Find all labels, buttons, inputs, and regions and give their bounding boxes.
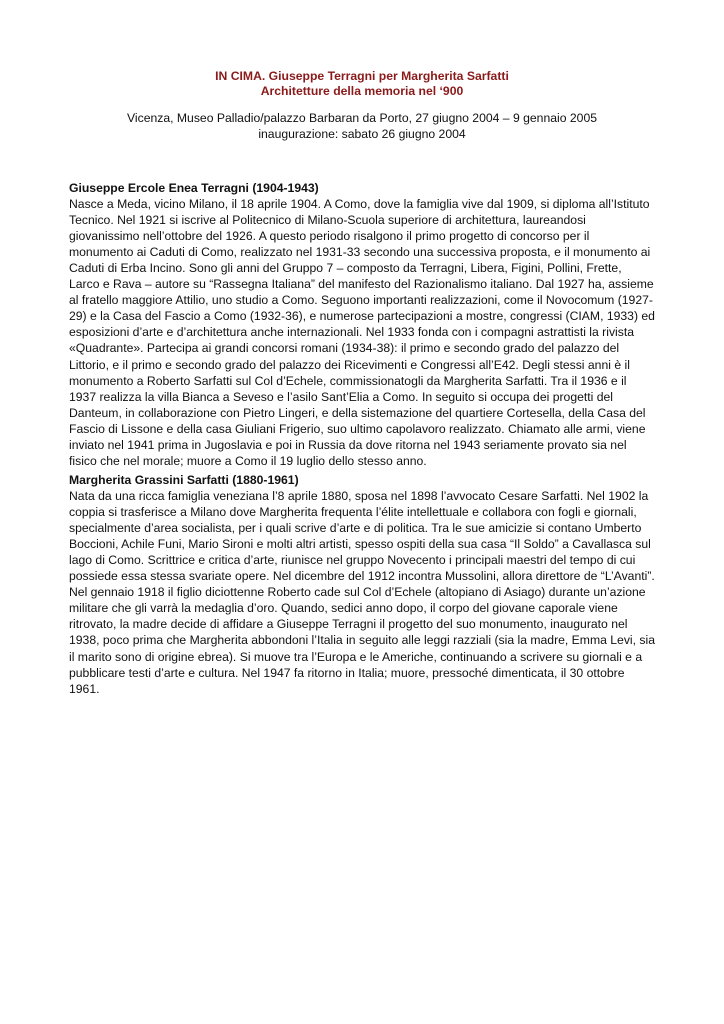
biography-heading: Giuseppe Ercole Enea Terragni (1904-1943)	[69, 181, 319, 195]
event-info	[0, 111, 724, 142]
biography-terragni	[69, 180, 659, 469]
biography-text-line: pubblicare testi d’arte e cultura. Nel 1947 fa ritorno in Italia; muore, pressoché dimenticata, il 30 ottobre	[69, 665, 625, 680]
biography-text-line: Tecnico. Nel 1921 si iscrive al Politecnico di Milano-Scuola superiore di architettura, laureandosi	[69, 213, 586, 228]
biography-text-line: 29) e la Casa del Fascio a Como (1932-36), e numerose partecipazioni a mostre, congressi (CIAM, 1933) ed	[69, 309, 655, 324]
biography-text-line: militare che gli varrà la medaglia d’oro. Quando, sedici anno dopo, il corpo del giovane caporale viene	[69, 601, 618, 616]
biography-text-line: inviato nel 1941 prima in Jugoslavia e poi in Russia da dove ritorna nel 1943 seriamente provato sia nel	[69, 437, 627, 452]
biography-text-line: Nel gennaio 1918 il figlio diciottenne Roberto cade sul Col d’Echele (altopiano di Asiago) durante un’azione	[69, 585, 646, 600]
venue-dates: Vicenza, Museo Palladio/palazzo Barbaran da Porto, 27 giugno 2004 – 9 gennaio 2005	[126, 111, 598, 125]
biography-text-line: Fascio di Lissone e della casa Giuliani Frigerio, suo ultimo capolavoro realizzato. Chiamato alle armi, viene	[69, 421, 646, 436]
biography-text-line: Caduti di Erba Incino. Sono gli anni del Gruppo 7 – composto da Terragni, Libera, Figini, Pollini, Frette,	[69, 261, 622, 276]
biography-text-line: ritrovato, la madre decide di affidare a Giuseppe Terragni il progetto del suo monumento, inaugurato nel	[69, 617, 628, 632]
biography-text-line: Larco e Rava – autore su “Rassegna Italiana” del manifesto del Razionalismo italiano. Dal 1927 ha, assieme	[69, 277, 654, 292]
biography-text-line: 1938, poco prima che Margherita abbondoni l’Italia in seguito alle leggi razziali (sia la madre, Emma Levi, sia	[69, 633, 655, 648]
biography-text-line: Littorio, e il primo e secondo grado del palazzo dei Ricevimenti e Congressi all’E42. Degli stessi anni è il	[69, 357, 630, 372]
biography-text-line: monumento a Roberto Sarfatti sul Col d’Echele, commissionatogli da Margherita Sarfatti. Tra il 1936 e il	[69, 373, 627, 388]
biography-text-line: Nata da una ricca famiglia veneziana l’8 aprile 1880, sposa nel 1898 l’avvocato Cesare Sarfatti. Nel 1902 la	[69, 489, 649, 504]
biography-text-line: 1937 realizza la villa Bianca a Seveso e l’asilo Sant’Elia a Como. In seguito si occupa dei progetti del	[69, 389, 614, 404]
biography-heading: Margherita Grassini Sarfatti (1880-1961)	[69, 473, 299, 487]
biography-text-line: fisico che nel morale; muore a Como il 19 luglio dello stesso anno.	[69, 453, 427, 468]
biography-text-line: il marito sono di origine ebrea). Si muove tra l’Europa e le Americhe, continuando a scrivere su giornali e a	[69, 649, 643, 664]
biography-text-line: giovanissimo nell’ottobre del 1926. A questo periodo risalgono il primo progetto di concorso per il	[69, 229, 590, 244]
biography-text-line: Nasce a Meda, vicino Milano, il 18 aprile 1904. A Como, dove la famiglia vive dal 1909, si diploma all’Istituto	[69, 197, 650, 212]
biography-text-line: lago di Como. Scrittrice e critica d’arte, riunisce nel gruppo Novecento i principali maestri del tempo di cui	[69, 553, 636, 568]
biography-text-line: esposizioni d’arte e d’architettura anche internazionali. Nel 1933 fonda con i compagni astrattisti la rivista	[69, 325, 634, 340]
biography-text-line: coppia si trasferisce a Milano dove Margherita frequenta l’élite intellettuale e collabora con fogli e giornali,	[69, 505, 637, 520]
biography-text-line: monumento ai Caduti di Como, realizzato nel 1931-33 secondo una successiva proposta, e il monumento ai	[69, 245, 651, 260]
exhibition-title	[0, 69, 724, 99]
title-line: IN CIMA. Giuseppe Terragni per Margherita Sarfatti	[215, 69, 509, 83]
biography-text-line: Boccioni, Achile Funi, Mario Sironi e molti altri artisti, spesso ospiti della sua casa “Il Soldo” a Cavallasca sul	[69, 537, 651, 552]
biography-sarfatti	[69, 472, 659, 697]
biography-text-line: al fratello maggiore Attilio, uno studio a Como. Seguono importanti realizzazioni, come il Novocomum (1927-	[69, 293, 653, 308]
biography-text-line: Danteum, in collaborazione con Pietro Lingeri, e della sistemazione del quartiere Cortesella, della Casa del	[69, 405, 646, 420]
biography-text-line: possiede essa stessa svariate opere. Nel dicembre del 1912 incontra Mussolini, allora direttore de “L’Avanti”.	[69, 569, 655, 584]
biography-text-line: 1961.	[69, 681, 100, 696]
biography-text-line: specialmente d’area socialista, per i quali scrive d’arte e di politica. Tra le sue amicizie si contano Umberto	[69, 521, 642, 536]
inauguration-date: inaugurazione: sabato 26 giugno 2004	[258, 126, 466, 141]
subtitle-line: Architetture della memoria nel ‘900	[260, 84, 464, 98]
biography-text-line: «Quadrante». Partecipa ai grandi concorsi romani (1934-38): il primo e secondo grado del palazzo del	[69, 341, 620, 356]
